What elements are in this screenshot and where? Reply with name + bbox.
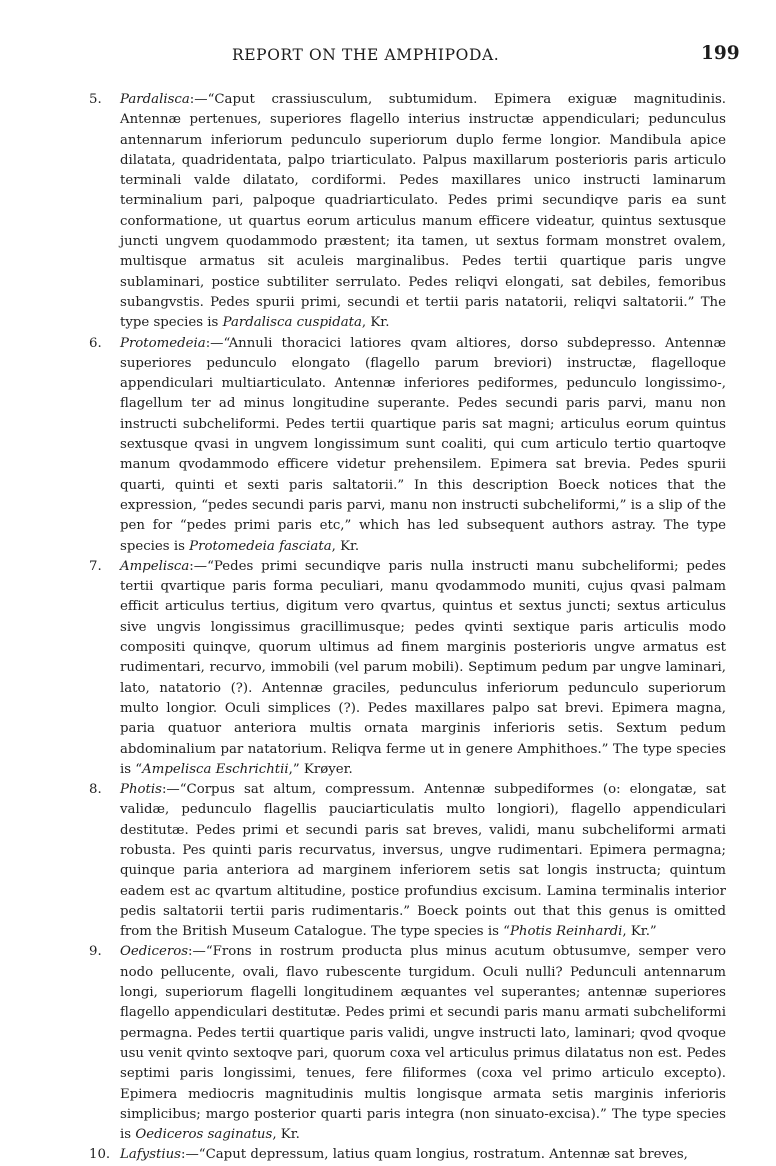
entry-number: 8. [89,782,102,798]
entry-tail: , Kr. [331,538,360,554]
entry-separator: :— [189,558,208,574]
genus-entry [89,942,726,1145]
entry-tail: ,” Krøyer. [288,761,353,777]
entry-tail: , Kr.” [622,924,657,940]
genus-entry [89,90,726,334]
entry-text: “Pedes primi secundiqve paris nulla instructi manu subcheliformi; pedes tertii qvartique paris forma peculiari, manu qvodammodo muniti, cujus qvasi palmam efficit articulus tertius, digitum vero qvartus, quintus et sextus juncti; sextus articulus sive ungvis longissimus gracillimusque; pedes qvinti sextique paris articulis modo compositi quinqve, quorum ultimus ad finem marginis posterioris ungve armatus est rudimentari, recurvo, immobili (vel parum mobili). Septimum pedum par ungve laminari, lato, natatorio (?). Antennæ graciles, pedunculus inferiorum pedunculo superiorum multo longior. Oculi simplices (?). Pedes maxillares palpo sat brevi. Epimera magna, paria quatuor anteriora multis ornata marginis inferioris setis. Sextum pedum abdominalium par natatorium. Reliqva ferme ut in genere Amphithoes.” The type species is “ [120,558,726,777]
entry-text: “Annuli thoracici latiores qvam altiores, dorso subdepresso. Antennæ superiores pedunculo elongato (flagello parum breviori) instructæ, flagelloque appendiculari multiarticulato. Antennæ inferiores pediformes, pedunculo longissimo-, flagellum ter ad minus longitudine superante. Pedes secundi paris parvi, manu non instructi subcheliformi. Pedes tertii quartique paris sat magni; articulus eorum quintus sextusque qvasi in ungvem longissimum sunt coaliti, qui cum articulo tertio quartoqve manum qvodammodo efficere videtur prehensilem. Epimera sat brevia. Pedes spurii quarti, quinti et sexti paris saltatorii.” In this description Boeck notices that the expression, “pedes secundi paris parvi, manu non instructi subcheliformi,” is a slip of the pen for “pedes primi paris etc,” which has led subsequent authors astray. The type species is [120,335,726,554]
entry-number: 10. [89,1147,111,1163]
type-species: Photis Reinhardi [509,924,623,940]
genus-name: Lafystius [120,1147,181,1163]
page-number: 199 [701,43,740,64]
entry-text: “Corpus sat altum, compressum. Antennæ subpediformes (o: elongatæ, sat validæ, pedunculo flagellis pauciarticulatis multo longiori), flagello appendiculari destitutæ. Pedes primi et secundi paris sat breves, validi, manu subcheliformi armati robusta. Pes quinti paris recurvatus, inversus, ungve rudimentari. Epimera permagna; quinque paria anteriora ad marginem inferiorem setis sat longis instructa; quintum eadem est ac qvartum altitudine, postice profundius excisum. Lamina terminalis interior pedis saltatorii tertii paris rudimentaris.” Boeck points out that this genus is omitted from the British Museum Catalogue. The type species is “ [120,782,726,940]
running-title: REPORT ON THE AMPHIPODA. [232,46,500,64]
entry-separator: :— [188,944,206,960]
document-body [0,90,776,1166]
genus-name: Oediceros [120,944,189,960]
genus-name: Protomedeia [120,335,206,351]
entry-number: 6. [89,335,102,351]
entry-number: 7. [89,558,102,574]
type-species: Ampelisca Eschrichtii [142,761,289,777]
entry-tail: , Kr. [361,315,390,331]
genus-entry [89,557,726,780]
entry-text: “Frons in rostrum producta plus minus acutum obtusumve, semper vero nodo pellucente, ovali, flavo rubescente turgidum. Oculi nulli? Pedunculi antennarum longi, superiorum flagelli longitudinem æquantes vel superantes; antennæ superiores flagello appendiculari destitutæ. Pedes primi et secundi paris manu armati subcheliformi permagna. Pedes tertii quartique paris validi, ungve instructi lato, laminari; qvod qvoque usu venit qvinto sextoqve pari, quorum coxa vel articulus primus dilatatus non est. Pedes septimi paris longissimi, tenues, fere filiformes (coxa vel primo articulo excepto). Epimera mediocris magnitudinis multis longisque armata setis marginis inferioris simplicibus; margo posterior quarti paris integra (non sinuato-excisa).” The type species is [120,944,726,1143]
entry-number: 5. [89,92,102,107]
type-species: Pardalisca cuspidata [222,315,362,331]
entry-number: 9. [89,944,102,960]
entry-text: “Caput depressum, latius quam longius, rostratum. Antennæ sat breves, [198,1147,688,1163]
entry-separator: :— [161,782,180,798]
entry-text: “Caput crassiusculum, subtumidum. Epimera exiguæ magnitudinis. Antennæ pertenues, superiores flagello interius instructæ appendiculari; pedunculus antennarum inferiorum pedunculo superiorum duplo ferme longior. Mandibula apice dilatata, quadridentata, palpo triarticulato. Palpus maxillarum posterioris paris articulo terminali valde dilatato, cordiformi. Pedes maxillares unico instructi laminarum terminalium pari, palpoque quadriarticulato. Pedes primi secundiqve paris ea sunt conformatione, ut quartus eorum articulus manum efficere videatur, quintus sextusque juncti ungvem quodammodo præstent; ita tamen, ut sextus formam monstret ovalem, multisque armatus sit aculeis marginalibus. Pedes tertii quartique paris ungve sublaminari, postice subtiliter serrulato. Pedes reliqvi elongati, sat debiles, femoribus subangvstis. Pedes spurii primi, secundi et tertii paris natatorii, reliqvi saltatorii.” The type species is [120,92,726,331]
entry-separator: :— [205,335,224,351]
genus-entry [89,780,726,942]
genus-name: Photis [120,782,162,798]
type-species: Protomedeia fasciata [189,538,332,554]
genus-entry [89,1145,726,1165]
entry-tail: , Kr. [272,1127,300,1143]
genus-name: Ampelisca [120,558,190,574]
entry-separator: :— [189,92,208,107]
type-species: Oediceros saginatus [135,1127,273,1143]
genus-name: Pardalisca [120,92,190,107]
entry-separator: :— [181,1147,199,1163]
page-header [0,40,776,70]
genus-entry [89,334,726,557]
